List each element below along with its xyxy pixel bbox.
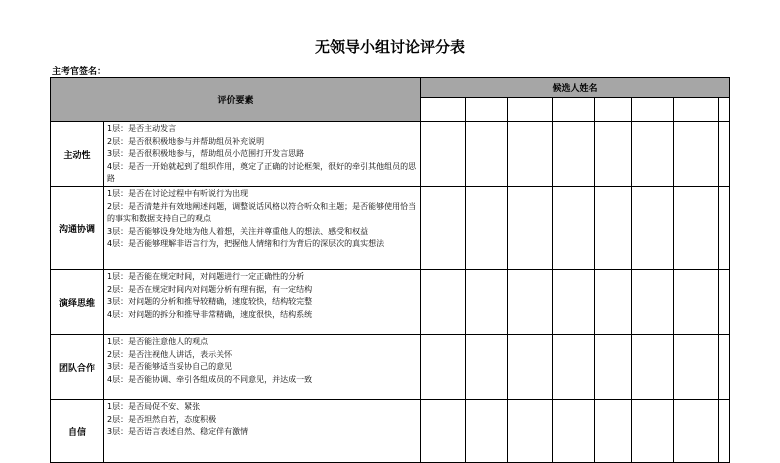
level-description: 4层：对问题的拆分和推导非常精确，速度很快，结构系统 [107, 309, 313, 319]
score-cell[interactable] [421, 335, 466, 400]
level-description: 1层：是否局促不安、紧张 [107, 402, 201, 411]
score-cell[interactable] [466, 335, 508, 400]
candidate-name-header: 候选人姓名 [421, 78, 730, 98]
level-description: 3层：是否语言表述自然、稳定伴有激情 [107, 427, 249, 437]
score-cell[interactable] [553, 400, 595, 463]
criteria-row [51, 400, 730, 463]
score-cell[interactable] [719, 187, 730, 270]
criteria-element-name: 自信 [51, 400, 104, 463]
score-cell[interactable] [674, 187, 719, 270]
score-cell[interactable] [508, 335, 553, 400]
candidate-name-cell[interactable] [719, 98, 730, 122]
score-cell[interactable] [719, 122, 730, 187]
score-cell[interactable] [508, 122, 553, 187]
score-cell[interactable] [508, 187, 553, 270]
score-cell[interactable] [719, 335, 730, 400]
score-cell[interactable] [553, 122, 595, 187]
level-description: 3层：是否很积极地参与，帮助组员小范围打开发言思路 [107, 149, 305, 159]
criteria-element-name: 主动性 [51, 122, 104, 187]
level-description: 3层：对问题的分析和推导较精确，速度较快，结构较完整 [107, 297, 313, 307]
score-cell[interactable] [466, 270, 508, 335]
score-cell[interactable] [632, 270, 674, 335]
level-description: 3层：是否能够适当妥协自己的意见 [107, 362, 233, 372]
candidate-name-cell[interactable] [466, 98, 508, 122]
criteria-levels [104, 270, 421, 335]
level-description: 1层：是否在讨论过程中有听说行为出现 [107, 189, 249, 198]
criteria-levels [104, 187, 421, 270]
level-description: 4层：是否一开始就起到了组织作用，奠定了正确的讨论框架，很好的牵引其他组员的思路 [107, 161, 417, 183]
score-cell[interactable] [595, 122, 632, 187]
criteria-levels [104, 400, 421, 463]
score-cell[interactable] [595, 335, 632, 400]
criteria-levels [104, 122, 421, 187]
candidate-name-cell[interactable] [674, 98, 719, 122]
level-description: 2层：是否在规定时间内对问题分析有理有据，有一定结构 [107, 284, 313, 294]
criteria-row [51, 335, 730, 400]
score-cell[interactable] [632, 187, 674, 270]
score-cell[interactable] [553, 187, 595, 270]
level-description: 1层：是否能注意他人的观点 [107, 337, 209, 346]
candidate-name-cell[interactable] [508, 98, 553, 122]
score-cell[interactable] [595, 187, 632, 270]
level-description: 2层：是否清楚并有效地阐述问题，调整说话风格以符合听众和主题；是否能够使用恰当的事实和数据支持自己的观点 [107, 201, 417, 224]
candidate-name-cell[interactable] [421, 98, 466, 122]
criteria-row [51, 122, 730, 187]
score-cell[interactable] [632, 335, 674, 400]
score-cell[interactable] [421, 400, 466, 463]
level-description: 4层：是否能够理解非语言行为，把握他人情绪和行为背后的深层次的真实想法 [107, 239, 385, 249]
score-cell[interactable] [421, 122, 466, 187]
score-cell[interactable] [421, 270, 466, 335]
level-description: 3层：是否能够设身处地为他人着想，关注并尊重他人的想法、感受和权益 [107, 226, 369, 236]
level-description: 4层：是否能协调、牵引各组成员的不同意见，并达成一致 [107, 374, 313, 384]
criteria-header: 评价要素 [51, 78, 421, 122]
level-description: 1层：是否能在规定时间，对问题进行一定正确性的分析 [107, 272, 305, 281]
score-cell[interactable] [421, 187, 466, 270]
level-description: 2层：是否很积极地参与并帮助组员补充说明 [107, 136, 265, 146]
examiner-signature-label: 主考官签名： [52, 67, 107, 77]
criteria-row [51, 187, 730, 270]
criteria-element-name: 团队合作 [51, 335, 104, 400]
level-description: 2层：是否注视他人讲话，表示关怀 [107, 349, 233, 359]
criteria-element-name: 演绎思维 [51, 270, 104, 335]
score-cell[interactable] [466, 122, 508, 187]
score-cell[interactable] [466, 400, 508, 463]
criteria-levels [104, 335, 421, 400]
score-cell[interactable] [719, 270, 730, 335]
level-description: 2层：是否坦然自若，态度积极 [107, 414, 217, 424]
candidate-name-cell[interactable] [553, 98, 595, 122]
score-cell[interactable] [719, 400, 730, 463]
score-cell[interactable] [508, 400, 553, 463]
score-cell[interactable] [553, 335, 595, 400]
level-description: 1层：是否主动发言 [107, 124, 177, 133]
score-cell[interactable] [632, 122, 674, 187]
score-cell[interactable] [674, 335, 719, 400]
candidate-name-cell[interactable] [632, 98, 674, 122]
score-cell[interactable] [466, 187, 508, 270]
score-cell[interactable] [674, 400, 719, 463]
score-cell[interactable] [674, 270, 719, 335]
score-cell[interactable] [553, 270, 595, 335]
score-cell[interactable] [674, 122, 719, 187]
page-title: 无领导小组讨论评分表 [314, 38, 465, 56]
candidate-name-cell[interactable] [595, 98, 632, 122]
criteria-row [51, 270, 730, 335]
criteria-element-name: 沟通协调 [51, 187, 104, 270]
scoring-table [50, 77, 730, 463]
score-cell[interactable] [632, 400, 674, 463]
score-cell[interactable] [595, 270, 632, 335]
score-cell[interactable] [595, 400, 632, 463]
score-cell[interactable] [508, 270, 553, 335]
